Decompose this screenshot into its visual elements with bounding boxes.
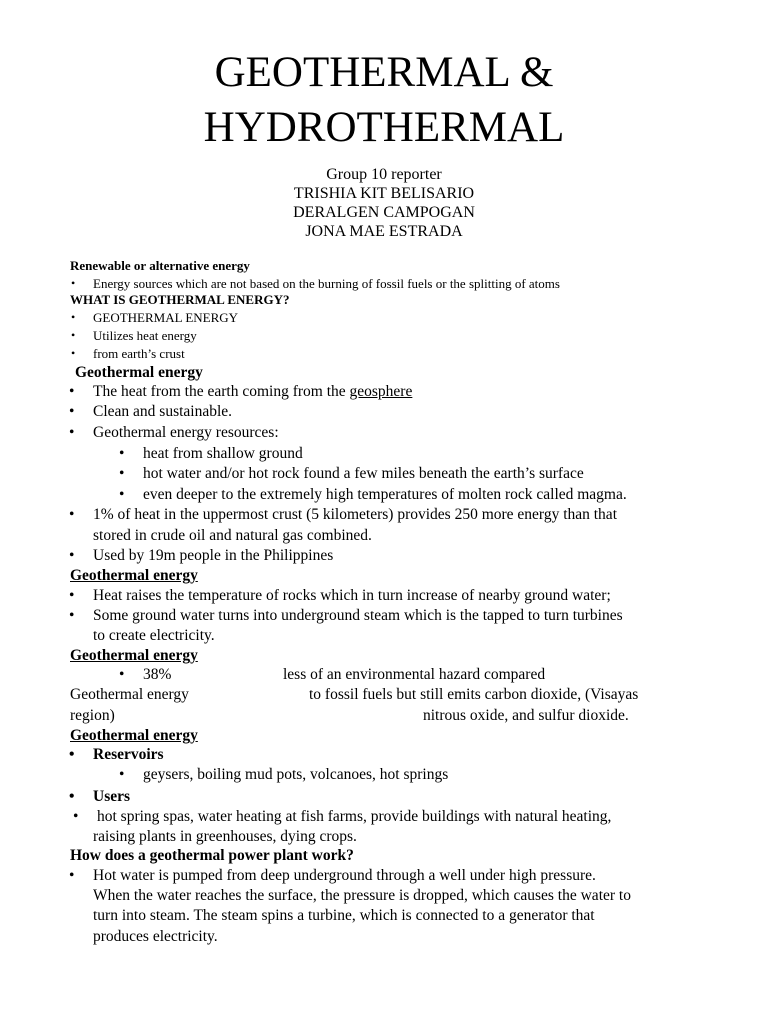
table-label: region) bbox=[70, 707, 115, 724]
list-item-continuation: raising plants in greenhouses, dying crops. bbox=[93, 828, 357, 845]
section-heading-geothermal-2: Geothermal energy bbox=[70, 567, 198, 584]
list-item-continuation: to create electricity. bbox=[93, 627, 215, 644]
section-heading-geothermal-4: Geothermal energy bbox=[70, 727, 198, 744]
sub-list-item: • heat from shallow ground bbox=[143, 446, 303, 462]
list-item-text: The heat from the earth coming from the bbox=[93, 383, 350, 400]
section-heading-geothermal-1: Geothermal energy bbox=[75, 364, 203, 381]
list-item: • GEOTHERMAL ENERGY bbox=[93, 311, 238, 324]
author-1: TRISHIA KIT BELISARIO bbox=[293, 185, 475, 202]
list-item-continuation: turn into steam. The steam spins a turbine, which is connected to a generator that bbox=[93, 907, 595, 924]
list-item: • hot spring spas, water heating at fish farms, provide buildings with natural heating, bbox=[97, 809, 611, 825]
list-item: • from earth’s crust bbox=[93, 347, 185, 360]
users-label: • Users bbox=[93, 789, 130, 805]
table-label: Geothermal energy bbox=[70, 686, 189, 703]
reservoirs-label: • Reservoirs bbox=[93, 747, 164, 763]
section-heading-geothermal-3: Geothermal energy bbox=[70, 647, 198, 664]
percent-value: • 38% bbox=[143, 667, 171, 683]
hazard-text: less of an environmental hazard compared bbox=[283, 666, 546, 683]
list-item: • Some ground water turns into underground steam which is the tapped to turn turbines bbox=[93, 608, 623, 624]
list-item bbox=[93, 384, 412, 400]
subtitle: Group 10 reporter bbox=[326, 166, 442, 183]
list-item: • 1% of heat in the uppermost crust (5 kilometers) provides 250 more energy than that bbox=[93, 507, 617, 523]
section-heading-how-it-works: How does a geothermal power plant work? bbox=[70, 847, 354, 864]
list-item: • Clean and sustainable. bbox=[93, 404, 232, 420]
list-item-continuation: produces electricity. bbox=[93, 928, 218, 945]
list-item-continuation: When the water reaches the surface, the pressure is dropped, which causes the water to bbox=[93, 887, 631, 904]
sub-list-item: • even deeper to the extremely high temperatures of molten rock called magma. bbox=[143, 487, 627, 503]
hazard-text: to fossil fuels but still emits carbon dioxide, (Visayas bbox=[309, 686, 639, 703]
title-line-2: HYDROTHERMAL bbox=[203, 104, 565, 151]
list-item: • Heat raises the temperature of rocks which in turn increase of nearby ground water; bbox=[93, 588, 611, 604]
list-item: • Geothermal energy resources: bbox=[93, 425, 279, 441]
section-heading-what-is: WHAT IS GEOTHERMAL ENERGY? bbox=[70, 292, 290, 307]
section-heading-renewable: Renewable or alternative energy bbox=[70, 258, 250, 273]
list-item: • Used by 19m people in the Philippines bbox=[93, 548, 333, 564]
geosphere-link[interactable]: geosphere bbox=[349, 383, 413, 400]
sub-list-item: • geysers, boiling mud pots, volcanoes, hot springs bbox=[143, 767, 448, 783]
sub-list-item: • hot water and/or hot rock found a few miles beneath the earth’s surface bbox=[143, 466, 584, 482]
list-item-continuation: stored in crude oil and natural gas combined. bbox=[93, 527, 372, 544]
title-line-1: GEOTHERMAL & bbox=[214, 49, 554, 96]
list-item: • Utilizes heat energy bbox=[93, 329, 197, 342]
author-3: JONA MAE ESTRADA bbox=[305, 223, 463, 240]
list-item: • Energy sources which are not based on the burning of fossil fuels or the splitting of atoms bbox=[93, 277, 560, 290]
list-item: • Hot water is pumped from deep underground through a well under high pressure. bbox=[93, 868, 596, 884]
author-2: DERALGEN CAMPOGAN bbox=[293, 204, 475, 221]
hazard-text: nitrous oxide, and sulfur dioxide. bbox=[423, 707, 629, 724]
